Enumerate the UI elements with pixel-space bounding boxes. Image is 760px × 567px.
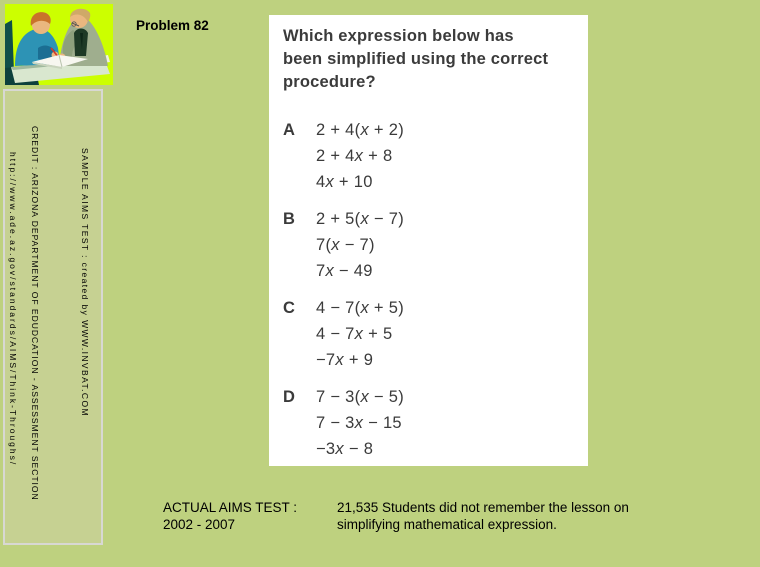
option-work [316,384,404,462]
math-line: 2 + 5(x − 7) [316,210,404,228]
question-line: been simplified using the correct [283,50,549,68]
math-line: 4 − 7(x + 5) [316,299,404,317]
math-line: −7x + 9 [316,351,374,369]
math-line: 7 − 3(x − 5) [316,388,404,406]
option-letter: B [283,210,295,228]
students-writing-image [5,4,113,85]
option-row-b [283,206,574,284]
footer-test-label [163,499,337,533]
math-line: 2 + 4x + 8 [316,147,393,165]
footer-note [163,499,629,533]
option-row-d [283,384,574,462]
option-letter: D [283,388,295,406]
option-row-a [283,117,574,195]
question-card [269,15,588,466]
question-line: Which expression below has [283,27,514,45]
question-text [283,25,574,94]
math-line: 7 − 3x − 15 [316,414,402,432]
option-work [316,117,404,195]
math-line: 4x + 10 [316,173,373,191]
option-row-c [283,295,574,373]
vertical-credit-department: CREDIT : ARIZONA DEPARTMENT OF EDUDCATION - ASSESSMENT SECTION [30,126,40,501]
vertical-credit-url: http://www.ade.az.gov/standards/AIMS/Think-Throughs/ [8,152,18,467]
footer-test-label-line2: 2002 - 2007 [163,517,236,532]
option-work [316,206,404,284]
math-line: 7x − 49 [316,262,373,280]
footer-statistic-line2: simplifying mathematical expression. [337,517,557,532]
question-line: procedure? [283,73,376,91]
vertical-credit-sample-test: SAMPLE AIMS TEST : created by WWW.INVBAT.COM [80,148,90,417]
option-work [316,295,404,373]
math-line: 4 − 7x + 5 [316,325,393,343]
math-line: 7(x − 7) [316,236,375,254]
option-letter: A [283,121,295,139]
footer-statistic-line1: 21,535 Students did not remember the lesson on [337,500,629,515]
math-line: 2 + 4(x + 2) [316,121,404,139]
footer-statistic [337,499,629,533]
footer-test-label-line1: ACTUAL AIMS TEST : [163,500,298,515]
problem-label: Problem 82 [136,18,209,33]
students-writing-illustration [5,4,113,85]
math-line: −3x − 8 [316,440,374,458]
option-letter: C [283,299,295,317]
